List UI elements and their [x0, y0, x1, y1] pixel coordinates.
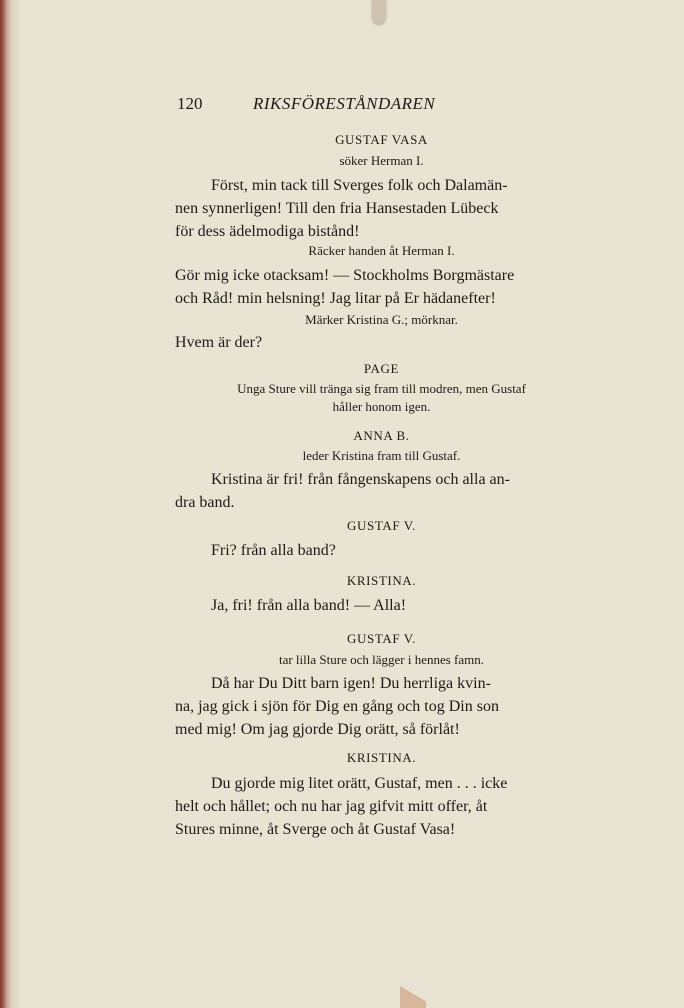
stage-direction: tar lilla Sture och lägger i hennes famn. [278, 652, 485, 667]
verse-paragraph [175, 174, 588, 243]
stage-direction [175, 380, 588, 416]
verse-line: Då har Du Ditt barn igen! Du herrliga kvin- [211, 675, 491, 692]
verse-paragraph [175, 672, 588, 741]
verse-line: Stures minne, åt Sverge och åt Gustaf Vasa! [175, 821, 456, 838]
verse-line: Hvem är der? [175, 334, 263, 351]
verse-paragraph [175, 331, 588, 354]
bookmark-ribbon-top [372, 0, 386, 24]
stage-direction: Märker Kristina G.; mörknar. [305, 312, 458, 327]
verse-line: Gör mig icke otacksam! — Stockholms Borgmästare [175, 267, 515, 284]
stage-line: Unga Sture vill tränga sig fram till modren, men Gustaf [237, 381, 526, 396]
verse-line: nen synnerligen! Till den fria Hansestaden Lübeck [175, 200, 499, 217]
verse-line: och Råd! min helsning! Jag litar på Er hädanefter! [175, 290, 496, 307]
verse-paragraph [175, 264, 588, 310]
verse-line: dra band. [175, 494, 235, 511]
verse-paragraph [175, 772, 588, 841]
running-head [175, 94, 588, 122]
verse-paragraph [175, 468, 588, 514]
verse-paragraph [175, 594, 588, 617]
speaker-gustaf-v: GUSTAF V. [347, 518, 416, 533]
running-title: RIKSFÖRESTÅNDAREN [253, 94, 436, 113]
verse-line: helt och hållet; och nu har jag gifvit mitt offer, åt [175, 798, 488, 815]
verse-line: Ja, fri! från alla band! — Alla! [211, 597, 407, 614]
book-page [175, 94, 588, 838]
verse-line: na, jag gick i sjön för Dig en gång och tog Din son [175, 698, 499, 715]
verse-line: Fri? från alla band? [211, 542, 336, 559]
speaker-gustaf-v: GUSTAF V. [347, 631, 416, 646]
bookmark-ribbon-bottom [400, 986, 426, 1008]
page-number: 120 [177, 94, 203, 113]
stage-direction: leder Kristina fram till Gustaf. [302, 448, 461, 463]
verse-line: Kristina är fri! från fångenskapens och alla an- [211, 471, 510, 488]
speaker-page: PAGE [363, 361, 400, 376]
verse-line: Först, min tack till Sverges folk och Dalamän- [211, 177, 508, 194]
speaker-kristina: KRISTINA. [346, 750, 417, 765]
stage-direction: Räcker handen åt Herman I. [308, 243, 455, 258]
speaker-kristina: KRISTINA. [346, 573, 417, 588]
verse-line: Du gjorde mig litet orätt, Gustaf, men . . . icke [211, 775, 508, 792]
speaker-anna-b: ANNA B. [353, 428, 410, 443]
verse-line: med mig! Om jag gjorde Dig orätt, så förlåt! [175, 721, 460, 738]
stage-line: håller honom igen. [332, 399, 431, 414]
book-page-edge [0, 0, 20, 1008]
verse-line: för dess ädelmodiga bistånd! [175, 223, 360, 240]
stage-direction: söker Herman I. [339, 153, 424, 168]
verse-paragraph [175, 539, 588, 562]
speaker-gustaf-vasa: GUSTAF VASA [335, 132, 428, 147]
